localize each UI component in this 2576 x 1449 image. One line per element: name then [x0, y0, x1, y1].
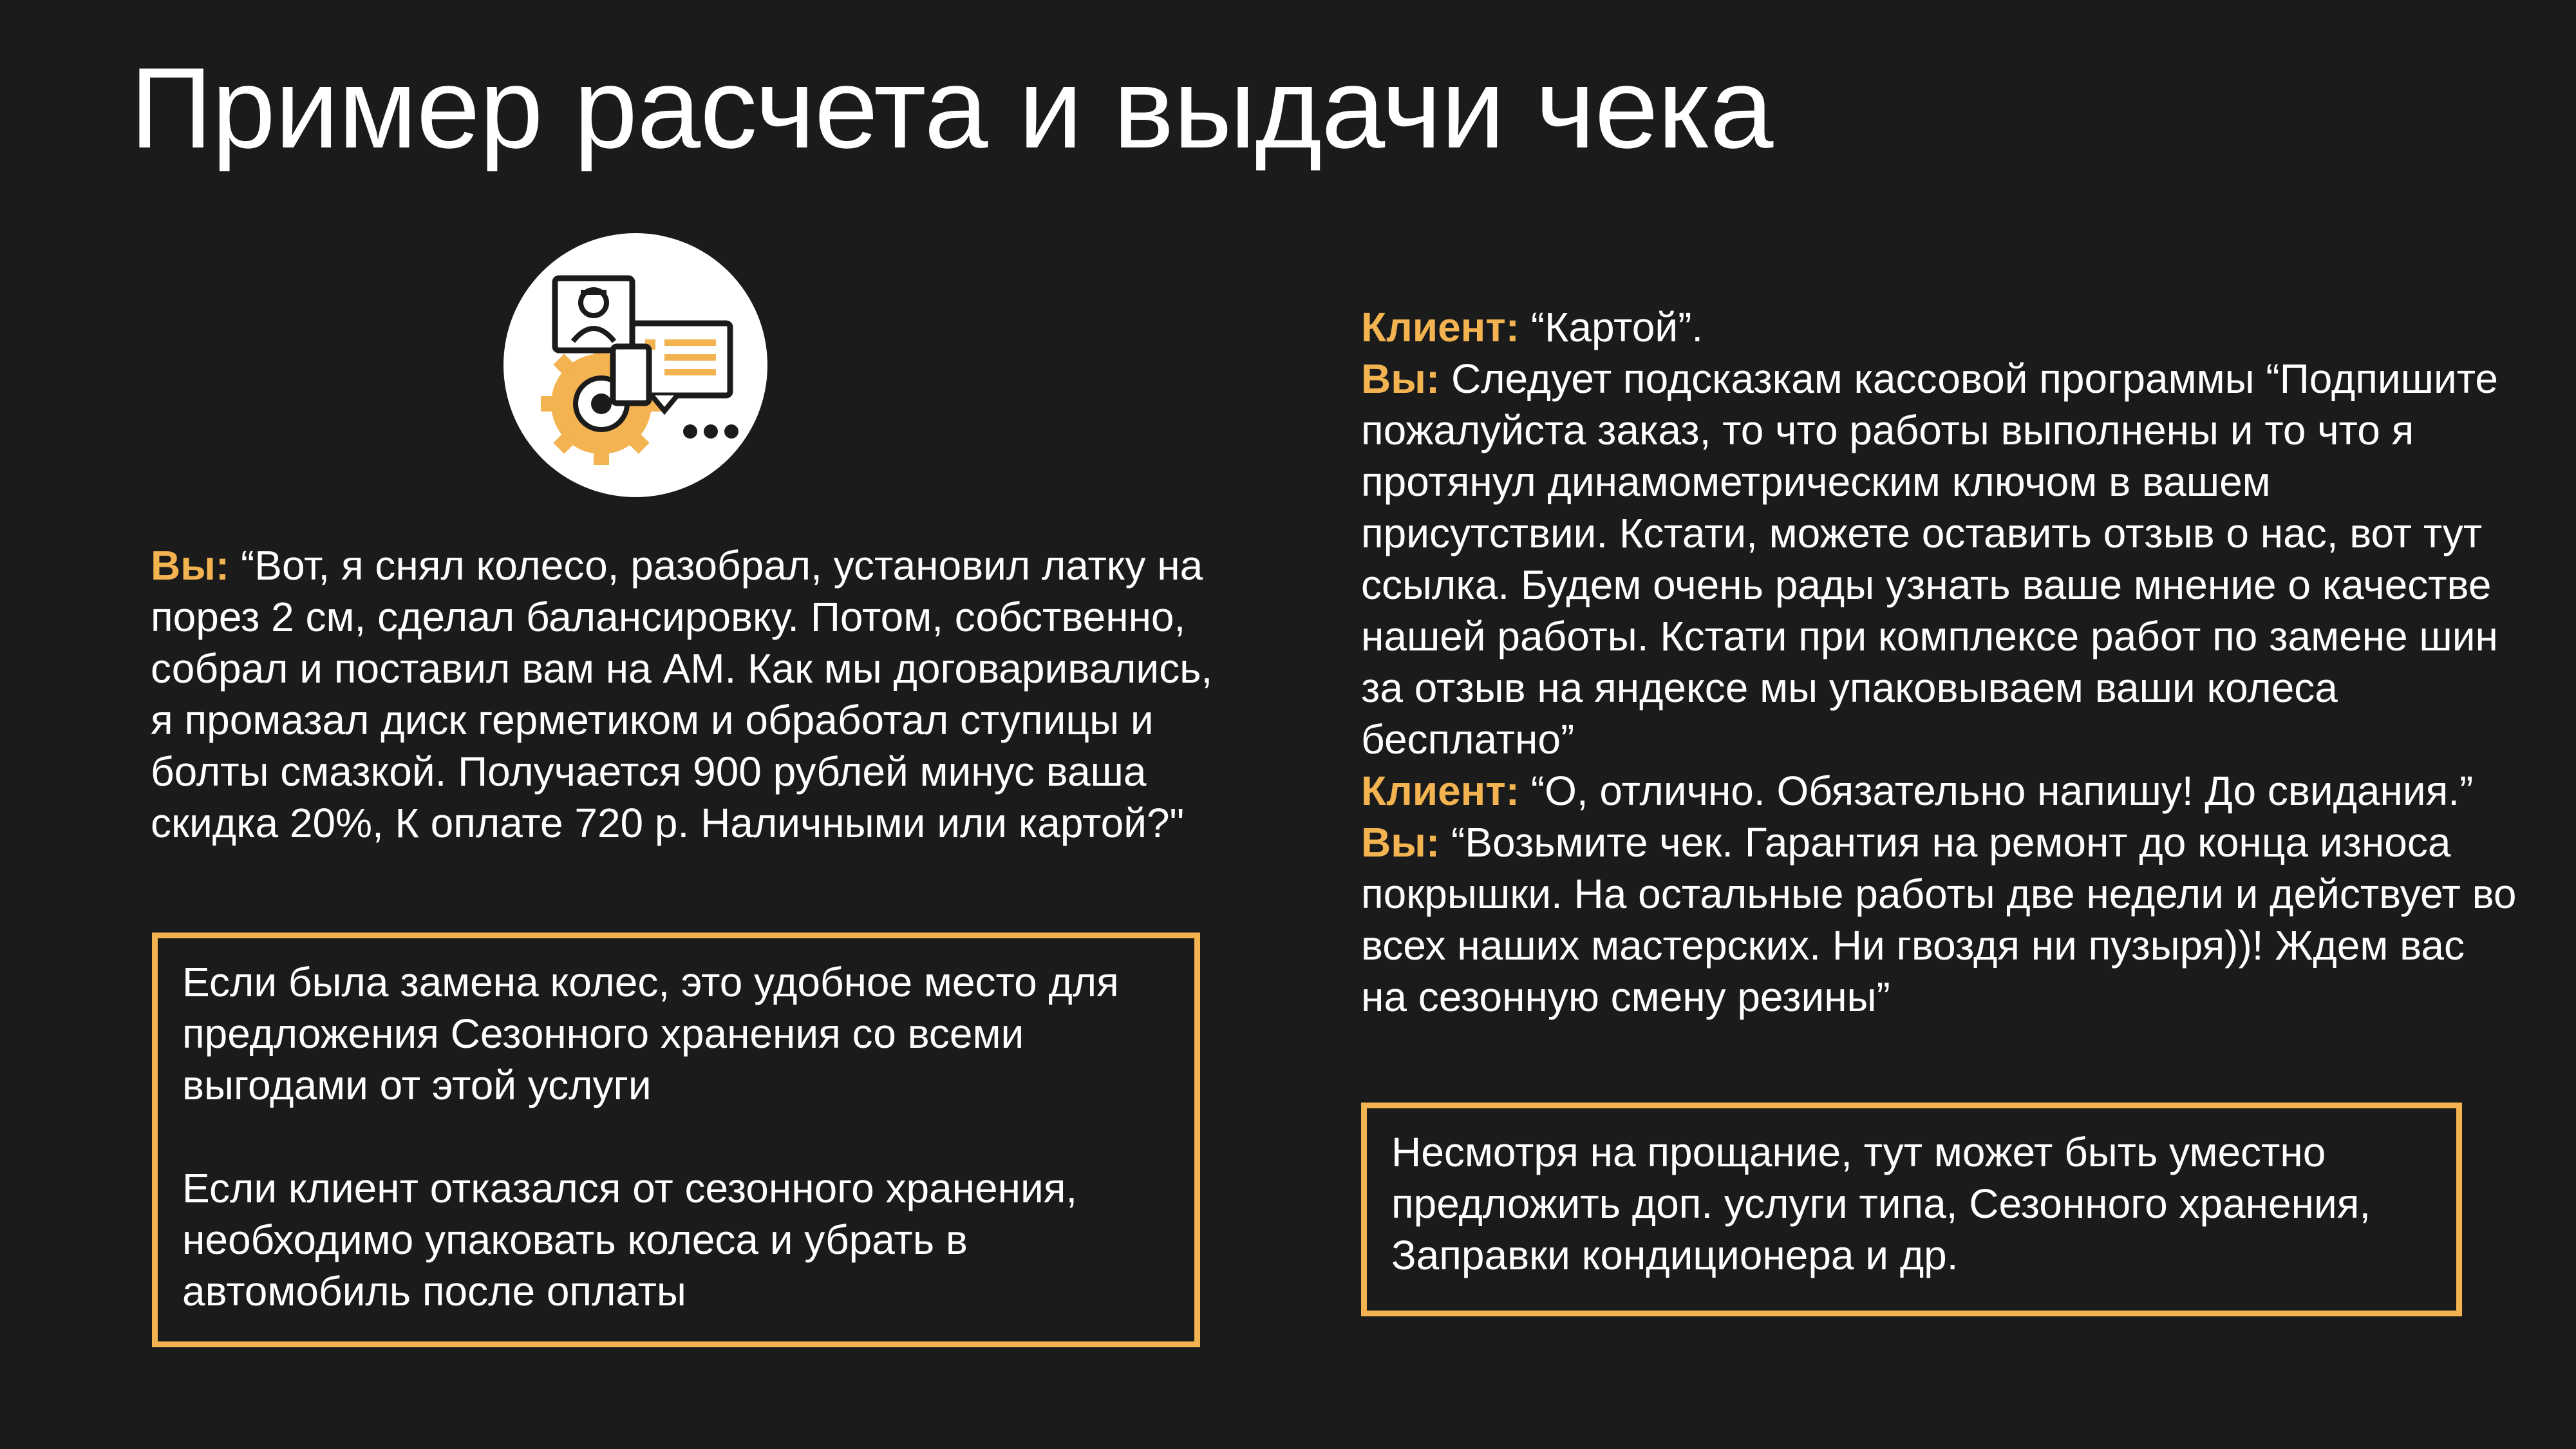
- speaker-label: Клиент:: [1361, 304, 1519, 350]
- right-dialog: [1361, 301, 2520, 1023]
- speaker-label: Вы:: [151, 542, 230, 589]
- right-note-box: [1361, 1103, 2462, 1316]
- note-text: Если была замена колес, это удобное место для предложения Сезонного хранения со всеми выгодами от этой услуги: [182, 959, 1119, 1108]
- dialog-line: [1361, 817, 2520, 1023]
- speaker-label: Вы:: [1361, 819, 1440, 866]
- dialog-text: “Вот, я снял колесо, разобрал, установил латку на порез 2 см, сделал балансировку. Потом, собственно, собрал и поставил вам на АМ. Как мы договаривались, я промазал диск герметиком и обработал ступицы и болты смазкой. Получается 900 рублей минус ваша скидка 20%, К оплате 720 р. Наличными или картой?": [151, 542, 1213, 846]
- note-text: Несмотря на прощание, тут может быть уместно предложить доп. услуги типа, Сезонного хранения, Заправки кондиционера и др.: [1391, 1129, 2371, 1278]
- speaker-label: Вы:: [1361, 355, 1440, 402]
- dialog-text: Следует подсказкам кассовой программы “Подпишите пожалуйста заказ, то что работы выполнены и то что я протянул динамометрическим ключом в вашем присутствии. Кстати, можете оставить отзыв о нас, вот тут ссылка. Будем очень рады узнать ваше мнение о качестве нашей работы. Кстати при комплексе работ по замене шин за отзыв на яндексе мы упаковываем ваши колеса бесплатно”: [1361, 355, 2498, 762]
- dialog-text: “Картой”.: [1519, 304, 1704, 350]
- dialog-text: “О, отлично. Обязательно напишу! До свидания.”: [1519, 768, 2474, 814]
- page-title: Пример расчета и выдачи чека: [130, 44, 1773, 172]
- dialog-text: “Возьмите чек. Гарантия на ремонт до конца износа покрышки. На остальные работы две недели и действует во всех наших мастерских. Ни гвоздя ни пузыря))! Ждем вас на сезонную смену резины”: [1361, 819, 2517, 1020]
- dialog-line: [1361, 353, 2520, 765]
- service-consultation-icon: [503, 233, 767, 497]
- dialog-line: [1361, 765, 2520, 817]
- left-dialog: [151, 540, 1232, 849]
- left-note-box: [152, 933, 1200, 1347]
- speaker-label: Клиент:: [1361, 768, 1519, 814]
- dialog-line: [1361, 301, 2520, 353]
- note-text: Если клиент отказался от сезонного хранения, необходимо упаковать колеса и убрать в автомобиль после оплаты: [182, 1165, 1078, 1314]
